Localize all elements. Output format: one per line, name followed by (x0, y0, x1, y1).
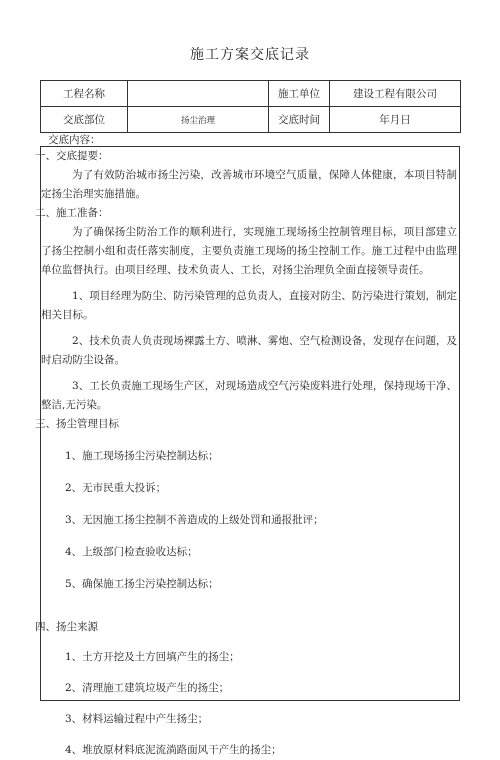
list-item: 3、无因施工扬尘控制不善造成的上级处罚和通报批评； (65, 514, 324, 526)
section-1-title: 一、交底提要： (35, 150, 109, 162)
section-2-paragraph-4: 3、工长负责施工现场生产区，对现场造成空气污染废料进行处理，保持现场干净、整洁,无污染。 (41, 380, 457, 411)
project-name-label: 工程名称 (41, 81, 128, 107)
list-item: 2、无市民重大投诉； (65, 482, 167, 494)
section-2-paragraph-2: 1、项目经理为防尘、防污染管理的总负责人，直接对防尘、防污染进行策划，制定相关目标。 (41, 290, 457, 321)
list-item: 4、堆放原材料底泥流淌路面风干产生的扬尘； (65, 744, 282, 756)
header-row-1 (41, 81, 461, 107)
document-title: 施工方案交底记录 (190, 47, 310, 63)
content-label: 交底内容： (48, 134, 101, 146)
header-row-2 (41, 107, 461, 133)
project-name-value (128, 81, 269, 107)
section-2-title: 二、施工准备： (35, 207, 109, 219)
section-3-title: 三、扬尘管理目标 (35, 418, 119, 430)
section-2-paragraph-3: 2、技术负责人负责现场裸露土方、喷淋、雾炮、空气检测设备，发现存在问题，及时启动防尘设备。 (41, 335, 457, 366)
content-body (35, 147, 465, 760)
header-table (40, 80, 461, 133)
time-label: 交底时间 (269, 107, 330, 133)
list-item: 3、材料运输过程中产生扬尘； (65, 713, 209, 725)
time-value: 年月日 (330, 107, 461, 133)
part-value: 扬尘治理 (128, 107, 269, 133)
list-item: 1、土方开挖及土方回填产生的扬尘； (65, 651, 240, 663)
section-4-title: 四、扬尘来源 (35, 621, 98, 633)
list-item: 2、清理施工建筑垃圾产生的扬尘； (65, 682, 230, 694)
construction-unit-label: 施工单位 (269, 81, 330, 107)
part-label: 交底部位 (41, 107, 128, 133)
section-2-paragraph-1: 为了确保扬尘防治工作的顺利进行，实现施工现场扬尘控制管理目标，项目部建立了扬尘控制小组和责任落实制度，主要负责施工现场的扬尘控制工作。施工过程中由监理单位监督执行。由项目经理、技术负责人、工长，对扬尘治理负全面直接领导责任。 (41, 226, 457, 276)
construction-unit-value: 建设工程有限公司 (330, 81, 461, 107)
list-item: 4、上级部门检查验收达标； (65, 546, 198, 558)
section-1-paragraph: 为了有效防治城市扬尘污染，改善城市环境空气质量，保障人体健康，本项目特制定扬尘治理实施措施。 (41, 169, 457, 200)
list-item: 5、确保施工扬尘污染控制达标； (65, 578, 219, 590)
list-item: 1、施工现场扬尘污染控制达标； (65, 450, 219, 462)
